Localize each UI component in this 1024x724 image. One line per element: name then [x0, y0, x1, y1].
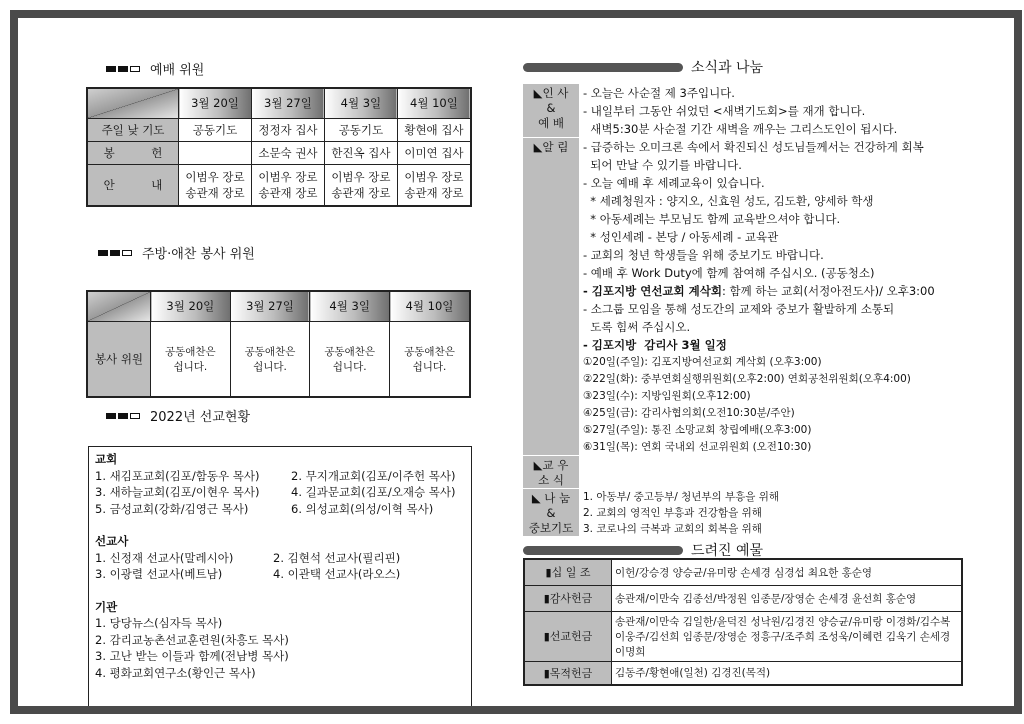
offering-names: 송관재/이만숙 김종선/박정원 임종문/장영순 손세경 윤선희 홍순영	[612, 585, 963, 611]
table-cell: 공동애찬은 쉽니다.	[151, 321, 231, 397]
offering-label: ▮목적헌금	[524, 661, 612, 685]
date-header: 4월 3일	[310, 291, 390, 321]
news-text	[579, 456, 971, 489]
list-item: 4. 평화교회연구소(황인근 목사)	[95, 665, 256, 680]
date-header: 4월 3일	[324, 88, 397, 118]
worship-section-title: 예배 위원	[106, 59, 204, 78]
offering-label: ▮감사헌금	[524, 585, 612, 611]
title-bar	[523, 546, 683, 555]
row-label: 주일 낮 기도	[87, 118, 179, 141]
news-section-title: 소식과 나눔	[523, 57, 763, 77]
table-cell: 공동기도	[324, 118, 397, 141]
table-cell: 공동애찬은 쉽니다.	[310, 321, 390, 397]
list-item: 1. 새김포교회(김포/함동우 목사) 2. 무지개교회(김포/이주헌 목사)	[95, 468, 456, 483]
table-cell: 이미연 집사	[397, 141, 471, 164]
table-cell: 소문숙 권사	[251, 141, 324, 164]
news-box	[523, 84, 971, 537]
bullet-icon	[98, 245, 134, 260]
date-header: 3월 27일	[230, 291, 310, 321]
table-cell: 공동기도	[179, 118, 252, 141]
news-text: - 오늘은 사순절 제 3주입니다. - 내일부터 그동안 쉬었던 <새벽기도회>를 재개 합니다. 새벽5:30분 사순절 기간 새벽을 깨우는 그리스도인이 됩시다.	[583, 86, 898, 136]
date-header: 4월 10일	[390, 291, 470, 321]
mission-section-title: 2022년 선교현황	[106, 406, 250, 425]
section-heading: 기관	[95, 599, 118, 614]
news-label: ◣인 사 & 예 배	[523, 84, 579, 138]
news-label: ◣교 우 소 식	[523, 456, 579, 489]
table-cell: 황현애 집사	[397, 118, 471, 141]
row-label: 봉 헌	[87, 141, 179, 164]
list-item: 3. 새하늘교회(김포/이현우 목사) 4. 길과문교회(김포/오재승 목사)	[95, 485, 456, 499]
mission-box	[88, 446, 472, 711]
row-label: 안 내	[87, 164, 179, 206]
offering-label: ▮십 일 조	[524, 559, 612, 585]
offerings-table	[523, 558, 963, 686]
list-item: 1. 당당뉴스(심자득 목사)	[95, 616, 223, 630]
news-text: 1. 아동부/ 중고등부/ 청년부의 부흥을 위해 2. 교회의 영적인 부흥과 건강함을 위해 3. 코로나의 극복과 교회의 회복을 위해	[583, 491, 780, 535]
offering-label: ▮선교헌금	[524, 611, 612, 661]
table-cell	[179, 141, 252, 164]
news-label: ◣알 림	[523, 138, 579, 456]
list-item: 5. 금성교회(강화/김영근 목사) 6. 의성교회(의성/이혁 목사)	[95, 501, 434, 516]
corner-cell	[87, 291, 151, 321]
news-label: ◣ 나 눔 & 중보기도	[523, 489, 579, 537]
table-cell: 이범우 장로 송관재 장로	[179, 164, 252, 206]
table-cell: 한진옥 집사	[324, 141, 397, 164]
bulletin-page	[10, 10, 1022, 714]
news-text: - 급증하는 오미크론 속에서 확진되신 성도님들께서는 건강하게 회복 되어 만날 수 있기를 바랍니다. - 오늘 예배 후 세례교육이 있습니다. * 세례청원자 : 양지오, 신효원 성도, 김도환, 양세하 학생 * 아동세례는 부모님도 함께 교육받으셔야 합니다. * 성인세례 - 본당 / 아동세례 - 교육관 - 교회의 청년 학생들을 위해 중보기도 바랍니다. - 예배 후 Work Duty에 함께 참여해 주십시오. (공동청소) - 김포지방 연선교회 계삭회: 함께 하는 교회(서정아전도사)/ 오후3:00 - 소그룹 모임을 통해 성도간의 교제와 중보가 활발하게 소통되 도록 힘써 주십시오. - 김포지방 감리사 3월 일정 ①20일(주일): 김포지방여선교회 계삭회 (오후3:00) ②22일(화): 중부연회실행위원회(오후2:00) 연회공천위원회(오후4:00) ③23일(수): 지방임원회(오후12:00) ④25일(금): 감리사협의회(오전10:30분/주안) ⑤27일(주일): 통진 소망교회 창립예배(오후3:00) ⑥31일(목): 연회 국내외 선교위원회 (오전10:30)	[583, 140, 935, 453]
section-heading: 교회	[95, 452, 118, 466]
date-header: 3월 27일	[251, 88, 324, 118]
table-cell: 이범우 장로 송관재 장로	[397, 164, 471, 206]
date-header: 3월 20일	[151, 291, 231, 321]
section-heading: 선교사	[95, 534, 129, 548]
list-item: 2. 감리교농촌선교훈련원(차흥도 목사)	[95, 632, 289, 647]
corner-cell	[87, 88, 179, 118]
title-bar	[523, 63, 683, 72]
worship-table	[86, 87, 472, 207]
kitchen-table	[86, 290, 471, 398]
offering-names: 김동주/황현애(일천) 김경진(목적)	[612, 661, 963, 685]
offering-names: 이헌/강승경 양승균/유미랑 손세경 심경섭 최요한 홍순영	[612, 559, 963, 585]
list-item: 3. 이광렬 선교사(베트남) 4. 이관택 선교사(라오스)	[95, 567, 401, 581]
kitchen-section-title: 주방·애찬 봉사 위원	[98, 243, 255, 262]
offering-names: 송관재/이만숙 김일한/윤덕진 성낙원/김경진 양승균/유미랑 이경화/김수복 이웅주/김선희 임종문/장영순 정흥구/조주희 조성욱/이혜련 김욱기 손세경 이명희	[612, 611, 963, 661]
bullet-icon	[106, 61, 142, 76]
date-header: 4월 10일	[397, 88, 471, 118]
table-cell: 공동애찬은 쉽니다.	[390, 321, 470, 397]
date-header: 3월 20일	[179, 88, 252, 118]
offerings-section-title: 드려진 예물	[523, 540, 763, 560]
bullet-icon	[106, 408, 142, 423]
table-cell: 정정자 집사	[251, 118, 324, 141]
row-label: 봉사 위원	[87, 321, 151, 397]
list-item: 1. 신정재 선교사(말레시아) 2. 김현석 선교사(필리핀)	[95, 550, 401, 565]
table-cell: 이범우 장로 송관재 장로	[324, 164, 397, 206]
list-item: 3. 고난 받는 이들과 함께(전남병 목사)	[95, 649, 289, 663]
table-cell: 이범우 장로 송관재 장로	[251, 164, 324, 206]
table-cell: 공동애찬은 쉽니다.	[230, 321, 310, 397]
